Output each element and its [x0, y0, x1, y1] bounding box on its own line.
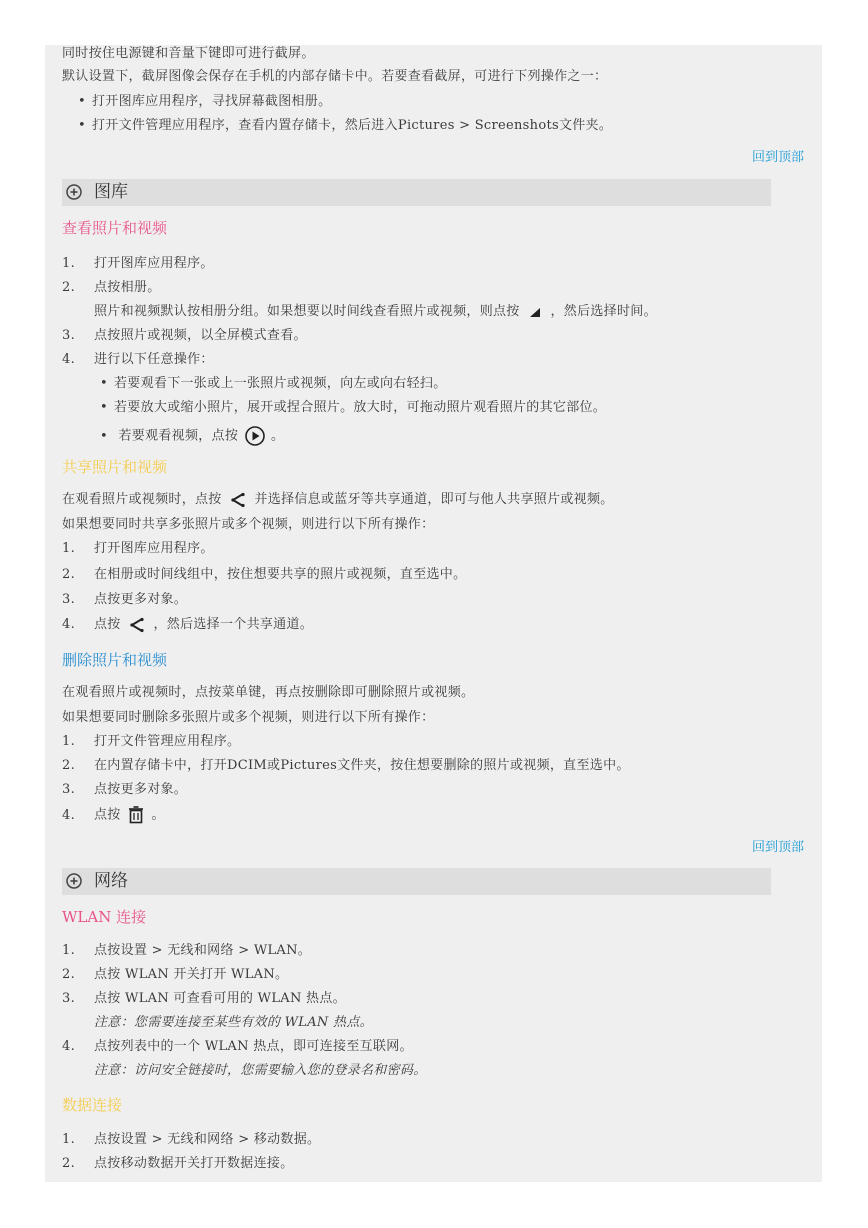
step	[62, 279, 161, 297]
step-number: 4.	[62, 352, 76, 367]
step	[62, 255, 214, 273]
step-text: 点按设置 > 无线和网络 > 移动数据。	[94, 1132, 321, 1147]
step	[62, 1038, 413, 1056]
step-text: 点按列表中的一个 WLAN 热点，即可连接至互联网。	[94, 1039, 413, 1054]
step-text: 点按相册。	[94, 280, 161, 295]
step-number: 1.	[62, 943, 76, 958]
step-number: 2.	[62, 1156, 76, 1171]
step-text: 打开图库应用程序。	[94, 256, 214, 271]
step-text: 。	[151, 807, 165, 823]
step	[62, 806, 165, 825]
section-title: 网络	[94, 871, 128, 891]
list-item-text: 。	[271, 428, 285, 444]
list-item: • 若要观看下一张或上一张照片或视频，向左或向右轻扫。	[100, 375, 447, 393]
step	[62, 966, 288, 984]
step	[62, 351, 214, 369]
list-item: • 打开图库应用程序，寻找屏幕截图相册。	[78, 93, 331, 111]
list-item: • 若要放大或缩小照片，展开或捏合照片。放大时，可拖动照片观看照片的其它部位。	[100, 399, 606, 417]
step-number: 4.	[62, 1039, 76, 1054]
step-number: 3.	[62, 782, 76, 797]
step	[62, 781, 187, 799]
step-text: 进行以下任意操作：	[94, 352, 214, 367]
step	[62, 327, 307, 345]
step-number: 3.	[62, 991, 76, 1006]
section-title: 图库	[94, 182, 128, 202]
step-number: 2.	[62, 280, 76, 295]
step-number: 2.	[62, 758, 76, 773]
step-text: 打开图库应用程序。	[94, 541, 214, 556]
paragraph-text: 在观看照片或视频时，点按	[62, 492, 222, 507]
subsection-heading: 数据连接	[62, 1096, 123, 1114]
step	[62, 990, 346, 1008]
section-header-network[interactable]	[62, 868, 771, 895]
step	[62, 1155, 294, 1173]
step-number: 2.	[62, 567, 76, 582]
share-icon	[125, 617, 149, 633]
step	[62, 942, 311, 960]
note: 注意：您需要连接至某些有效的 WLAN 热点。	[94, 1015, 373, 1030]
step-text: 在内置存储卡中，打开DCIM或Pictures文件夹，按住想要删除的照片或视频，直至选中。	[94, 758, 630, 773]
step-text: 照片和视频默认按相册分组。如果想要以时间线查看照片或视频，则点按	[94, 304, 520, 319]
step-number: 3.	[62, 592, 76, 607]
step-text: 打开文件管理应用程序。	[94, 734, 241, 749]
step	[62, 540, 214, 558]
step-detail	[94, 303, 657, 321]
list-item-text: 若要观看视频，点按	[118, 428, 239, 444]
step-text: 点按 WLAN 开关打开 WLAN。	[94, 967, 289, 982]
step	[62, 616, 313, 634]
step-text: 点按设置 > 无线和网络 > WLAN。	[94, 943, 312, 958]
step-text: 点按照片或视频，以全屏模式查看。	[94, 328, 307, 343]
step	[62, 1131, 320, 1149]
step-text: ，然后选择一个共享通道。	[153, 617, 314, 632]
intro-line: 默认设置下，截屏图像会保存在手机的内部存储卡中。若要查看截屏，可进行下列操作之一：	[62, 69, 608, 84]
step-text: 点按	[94, 807, 121, 823]
step-text: 点按	[94, 617, 121, 632]
play-icon	[243, 425, 267, 447]
intro-line: 同时按住电源键和音量下键即可进行截屏。	[62, 46, 315, 61]
step-number: 1.	[62, 734, 76, 749]
section-header-gallery[interactable]	[62, 179, 771, 206]
step-text: 点按 WLAN 可查看可用的 WLAN 热点。	[94, 991, 346, 1006]
subsection-heading: 查看照片和视频	[62, 219, 168, 237]
trash-icon	[125, 806, 147, 824]
step-text: ，然后选择时间。	[550, 304, 657, 319]
paragraph: 如果想要同时删除多张照片或多个视频，则进行以下所有操作：	[62, 710, 435, 725]
share-icon	[226, 492, 250, 508]
step-number: 1.	[62, 256, 76, 271]
step-number: 4.	[62, 807, 76, 823]
expand-plus-icon	[66, 873, 82, 889]
paragraph: 如果想要同时共享多张照片或多个视频，则进行以下所有操作：	[62, 517, 435, 532]
step-text: 点按更多对象。	[94, 592, 188, 607]
subsection-heading: WLAN 连接	[62, 908, 147, 926]
menu-triangle-icon	[524, 305, 546, 319]
step	[62, 566, 466, 584]
paragraph	[62, 491, 614, 509]
step	[62, 757, 630, 775]
list-item: • 打开文件管理应用程序，查看内置存储卡，然后进入Pictures > Screenshots文件夹。	[78, 117, 612, 135]
step-text: 在相册或时间线组中，按住想要共享的照片或视频，直至选中。	[94, 567, 467, 582]
step-number: 3.	[62, 328, 76, 343]
back-to-top-link[interactable]: 回到顶部	[751, 840, 804, 855]
subsection-heading: 共享照片和视频	[62, 458, 168, 476]
step-number: 1.	[62, 1132, 76, 1147]
step-text: 点按更多对象。	[94, 782, 188, 797]
note: 注意：访问安全链接时，您需要输入您的登录名和密码。	[94, 1063, 427, 1078]
step-number: 2.	[62, 967, 76, 982]
subsection-heading: 删除照片和视频	[62, 651, 168, 669]
step-number: 1.	[62, 541, 76, 556]
step-text: 点按移动数据开关打开数据连接。	[94, 1156, 294, 1171]
list-item	[100, 425, 284, 447]
manual-page	[45, 45, 822, 1182]
expand-plus-icon	[66, 184, 82, 200]
paragraph-text: 并选择信息或蓝牙等共享通道，即可与他人共享照片或视频。	[254, 492, 614, 507]
back-to-top-link[interactable]: 回到顶部	[751, 150, 804, 165]
step-number: 4.	[62, 617, 76, 632]
step	[62, 733, 240, 751]
paragraph: 在观看照片或视频时，点按菜单键，再点按删除即可删除照片或视频。	[62, 685, 475, 700]
step	[62, 591, 187, 609]
